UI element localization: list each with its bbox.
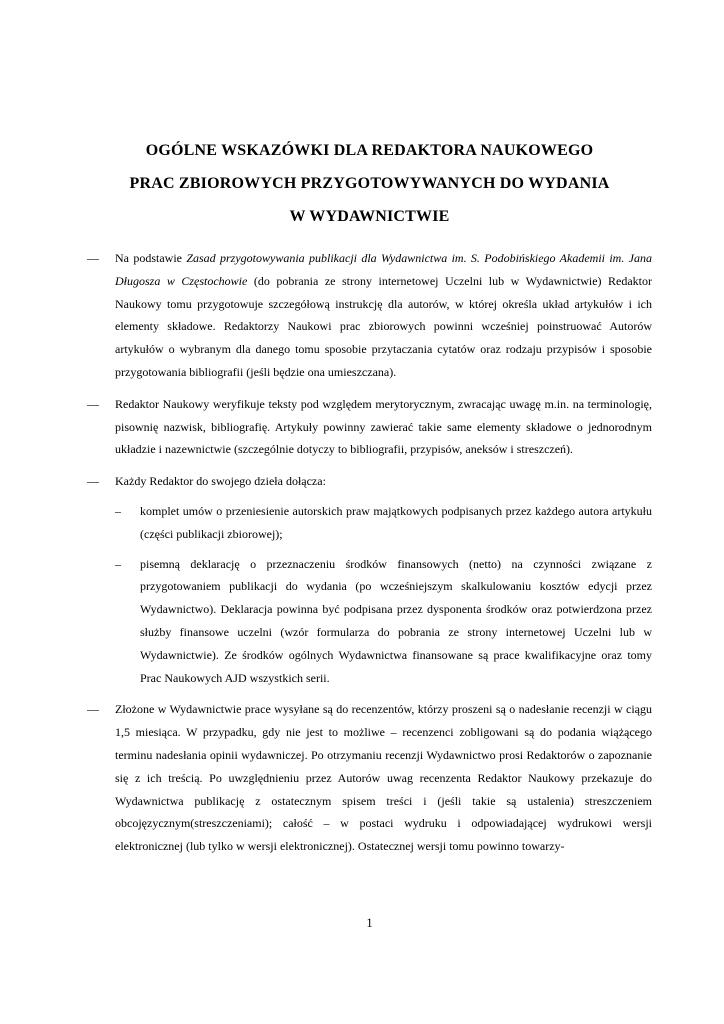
- document-body: [87, 247, 652, 858]
- sub-dash-marker: –: [115, 503, 121, 518]
- sub-dash-marker: –: [115, 556, 121, 571]
- dash-marker: —: [87, 251, 99, 265]
- document-title: [87, 134, 652, 233]
- paragraph-segment-plain: Na podstawie: [115, 251, 187, 265]
- page-number: 1: [366, 916, 373, 930]
- dash-marker: —: [87, 396, 99, 411]
- dash-marker: —: [87, 702, 99, 717]
- dash-marker: —: [87, 474, 99, 489]
- bullet-paragraph-4: [87, 698, 652, 858]
- paragraph-intro: Każdy Redaktor do swojego dzieła dołącza:: [115, 474, 326, 489]
- bullet-paragraph-1: [87, 247, 652, 384]
- paragraph-segment-plain: (do pobrania ze strony internetowej Uczelni lub w Wydawnictwie) Redaktor Naukowy tomu przygotowuje szczegółową instrukcję dla autorów, w której określa układ artykułów i ich elementy składowe. Redaktorzy Naukowi prac zbiorowych powinni wcześniej poinstruować Autorów artykułów o wybranym dla danego tomu sposobie przytaczania cytatów oraz rodzaju przypisów i sposobie przygotowania bibliografii (jeśli będzie ona umieszczana).: [115, 273, 653, 379]
- paragraph-text: Złożone w Wydawnictwie prace wysyłane są do recenzentów, którzy proszeni są o nadesłanie recenzji w ciągu 1,5 miesiąca. W przypadku, gdy nie jest to możliwe – recenzenci zobligowani są do podania wiążącego terminu nadesłania opinii wydawniczej. Po otrzymaniu recenzji Wydawnictwo prosi Redaktorów o zapoznanie się z ich treścią. Po uwzględnieniu przez Autorów uwag recenzenta Redaktor Naukowy przekazuje do Wydawnictwa publikację z ostatecznym spisem treści i (jeśli takie są ustalenia) streszczeniem obcojęzycznym(streszczeniami); całość – w postaci wydruku i odpowiadającej wydrukowi wersji elektronicznej (lub tylko w wersji elektronicznej). Ostatecznej wersji tomu powinno towarzy-: [115, 702, 652, 854]
- sub-bullet-2: [115, 553, 652, 690]
- paragraph-text: [115, 247, 652, 384]
- paragraph-text: [115, 470, 652, 689]
- sub-bullet-1: [115, 500, 652, 546]
- sub-bullet-text: pisemną deklarację o przeznaczeniu środków finansowych (netto) na czynności związane z przygotowaniem publikacji do wydania (po wcześniejszym skalkulowaniu kosztów edycji przez Wydawnictwo). Deklaracja powinna być podpisana przez dysponenta środków oraz potwierdzona przez służby finansowe uczelni (wzór formularza do pobrania ze strony internetowej Uczelni lub w Wydawnictwie). Ze środków ogólnych Wydawnictwa finansowane są prace kwalifikacyjne oraz tomy Prac Naukowych AJD wszystkich serii.: [140, 556, 652, 685]
- title-line-3: W WYDAWNICTWIE: [289, 208, 450, 225]
- sub-bullet-text: komplet umów o przeniesienie autorskich praw majątkowych podpisanych przez każdego autora artykułu (części publikacji zbiorowej);: [140, 503, 652, 541]
- bullet-paragraph-3: [87, 470, 652, 689]
- paragraph-segment-italic: Zasad przygotowywania publikacji dla Wydawnictwa im. S. Podobińskiego Akademii im. Jana Długosza w Częstochowie: [115, 251, 652, 288]
- bullet-paragraph-2: [87, 393, 652, 461]
- paragraph-text: Redaktor Naukowy weryfikuje teksty pod względem merytorycznym, zwracając uwagę m.in. na terminologię, pisownię nazwisk, bibliografię. Artykuły powinny zawierać takie same elementy składowe o jednorodnym układzie i nazewnictwie (szczególnie dotyczy to bibliografii, przypisów, aneksów i streszczeń).: [115, 396, 652, 457]
- title-line-2: PRAC ZBIOROWYCH PRZYGOTOWYWANYCH DO WYDANIA: [129, 175, 610, 192]
- title-line-1: OGÓLNE WSKAZÓWKI DLA REDAKTORA NAUKOWEGO: [145, 142, 594, 159]
